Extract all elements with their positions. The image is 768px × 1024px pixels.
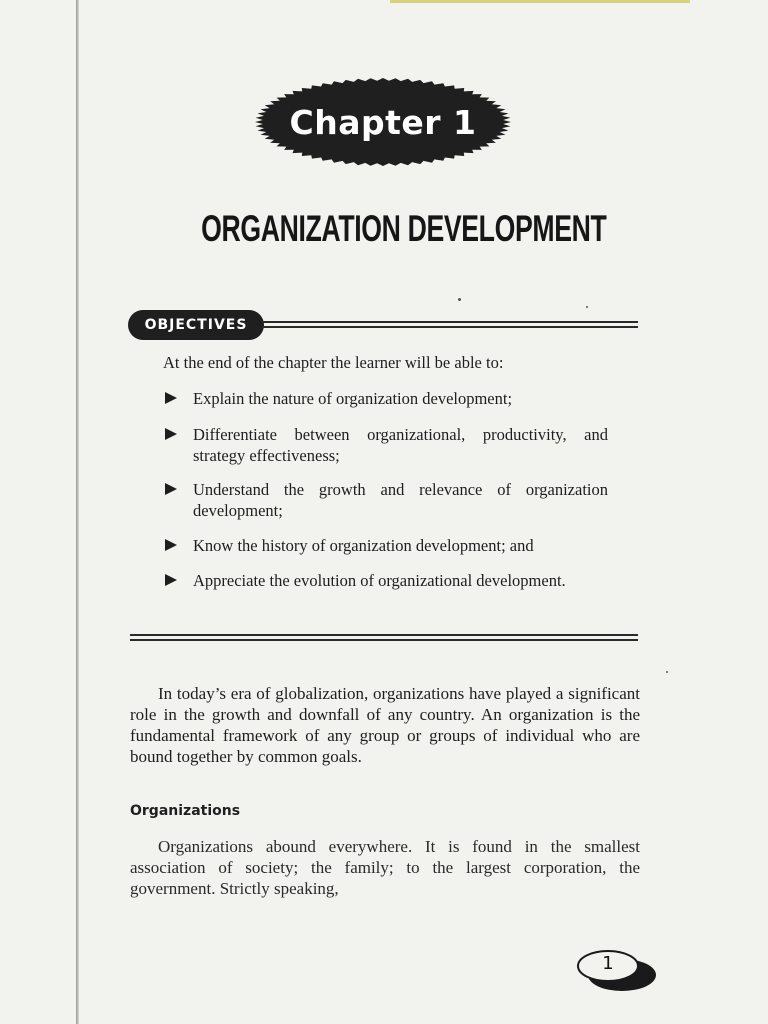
top-color-strip bbox=[390, 0, 690, 3]
objective-text: Know the history of organization development; and bbox=[193, 536, 534, 555]
section-paragraph-text: Organizations abound everywhere. It is found in the smallest association of society; the family; to the largest corporation, the government. Strictly speaking, bbox=[130, 837, 640, 898]
objective-text: Explain the nature of organization development; bbox=[193, 389, 513, 408]
section-heading: Organizations bbox=[130, 803, 241, 819]
objective-item bbox=[163, 570, 608, 591]
objectives-bottom-rule bbox=[130, 634, 638, 641]
paper-speck bbox=[458, 298, 461, 301]
page-number: 1 bbox=[602, 953, 614, 974]
bullet-arrow-icon bbox=[165, 392, 177, 404]
objectives-intro: At the end of the chapter the learner will be able to: bbox=[163, 353, 504, 372]
bullet-arrow-icon bbox=[165, 428, 177, 440]
objective-text: Differentiate between organizational, productivity, and strategy effectiveness; bbox=[193, 425, 608, 465]
chapter-badge bbox=[252, 76, 514, 168]
objective-item bbox=[163, 479, 608, 521]
objectives-label: OBJECTIVES bbox=[128, 310, 264, 340]
objective-item bbox=[163, 388, 608, 409]
chapter-badge-label: Chapter 1 bbox=[289, 102, 477, 142]
intro-paragraph bbox=[130, 683, 640, 767]
page-number-badge bbox=[572, 947, 658, 993]
bullet-arrow-icon bbox=[165, 539, 177, 551]
objectives-top-rule bbox=[262, 321, 638, 328]
paper-speck bbox=[586, 306, 588, 308]
objective-item bbox=[163, 424, 608, 466]
page-gutter-edge bbox=[76, 0, 79, 1024]
objective-item bbox=[163, 535, 608, 556]
chapter-title: ORGANIZATION DEVELOPMENT bbox=[201, 208, 607, 249]
bullet-arrow-icon bbox=[165, 574, 177, 586]
objective-text: Understand the growth and relevance of organization development; bbox=[193, 480, 608, 520]
section-paragraph bbox=[130, 836, 640, 899]
intro-paragraph-text: In today’s era of globalization, organizations have played a significant role in the growth and downfall of any country. An organization is the fundamental framework of any group or groups of individual who are bound together by common goals. bbox=[130, 684, 640, 766]
paper-speck bbox=[666, 671, 668, 673]
bullet-arrow-icon bbox=[165, 483, 177, 495]
objective-text: Appreciate the evolution of organizational development. bbox=[193, 571, 566, 590]
